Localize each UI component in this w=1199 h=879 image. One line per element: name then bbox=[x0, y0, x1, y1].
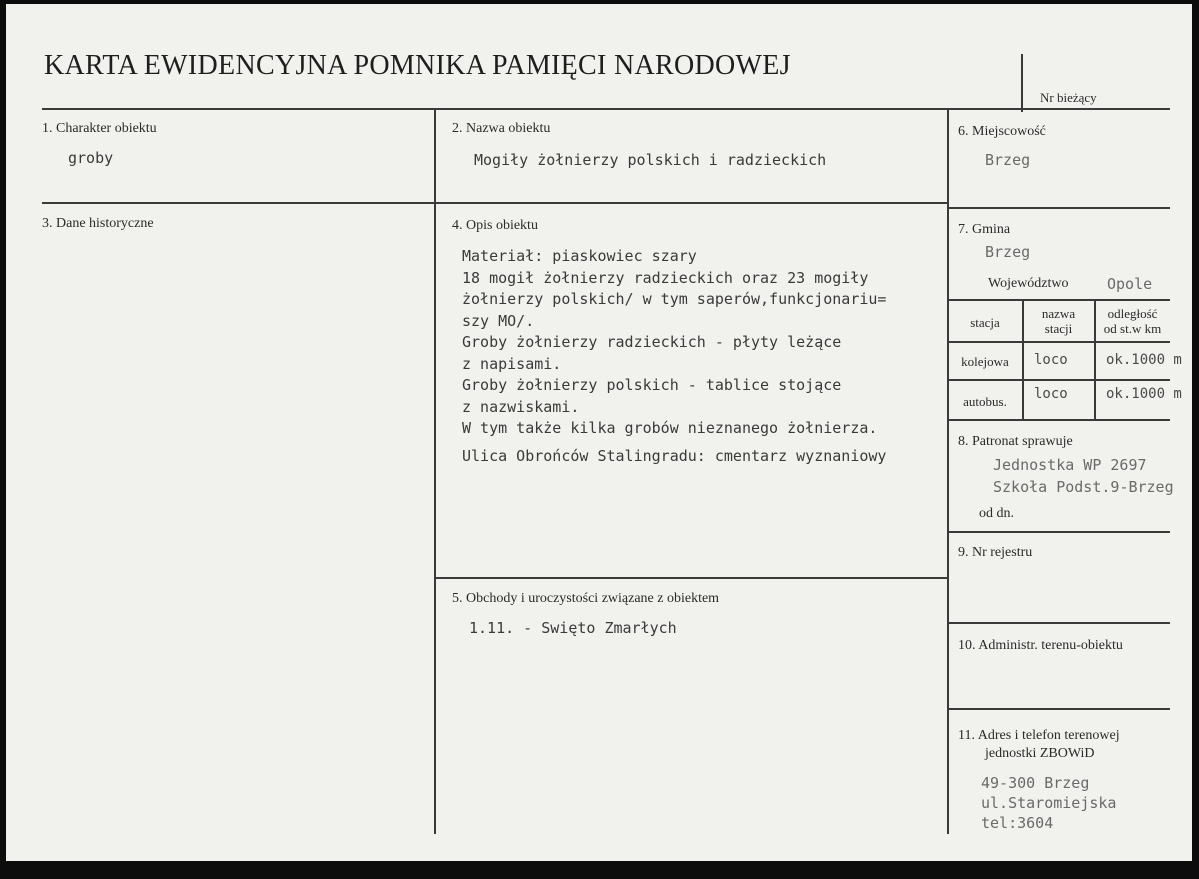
od-dnia-label: od dn. bbox=[979, 506, 1014, 521]
address-line-2: ul.Staromiejska bbox=[981, 794, 1117, 812]
patron-line-2: Szkoła Podst.9-Brzeg bbox=[993, 478, 1174, 496]
section-8-label: 8. Patronat sprawuje bbox=[958, 434, 1073, 449]
section-1-value: groby bbox=[68, 149, 114, 167]
opis-line: Groby żołnierzy polskich - tablice stojące bbox=[462, 376, 842, 394]
section-7-label: 7. Gmina bbox=[958, 222, 1011, 237]
rule-stations-row bbox=[948, 379, 1170, 381]
section-5-value: 1.11. - Swięto Zmarłych bbox=[469, 619, 677, 637]
rule-right-9 bbox=[948, 622, 1170, 624]
opis-line: W tym także kilka grobów nieznanego żołnierza. bbox=[462, 419, 878, 437]
opis-line: Materiał: piaskowiec szary bbox=[462, 247, 697, 265]
section-11-label-2: jednostki ZBOWiD bbox=[985, 746, 1095, 761]
row-rule-1 bbox=[42, 202, 948, 204]
column-divider-right bbox=[947, 108, 949, 834]
stations-header-stacja: stacja bbox=[970, 315, 1000, 330]
opis-line: Groby żołnierzy radzieckich - płyty leżące bbox=[462, 333, 842, 351]
section-6-value: Brzeg bbox=[985, 151, 1031, 169]
stations-header-stacji: stacji bbox=[1044, 321, 1073, 336]
section-9-label: 9. Nr rejestru bbox=[958, 545, 1033, 560]
nr-biezacy-label: Nr bieżący bbox=[1040, 90, 1097, 105]
station-name-kolejowa: loco bbox=[1034, 352, 1068, 368]
opis-line: Ulica Obrońców Stalingradu: cmentarz wyznaniowy bbox=[462, 446, 887, 465]
section-6-label: 6. Miejscowość bbox=[958, 124, 1046, 139]
rule-stations-top bbox=[948, 299, 1170, 301]
row-rule-opis bbox=[435, 577, 947, 579]
section-1-label: 1. Charakter obiektu bbox=[42, 121, 157, 136]
section-3-label: 3. Dane historyczne bbox=[42, 216, 154, 231]
stations-header-nazwa: nazwa bbox=[1041, 306, 1076, 321]
wojewodztwo-label: Województwo bbox=[988, 276, 1069, 291]
section-5-label: 5. Obchody i uroczystości związane z obiektem bbox=[452, 591, 720, 606]
opis-line: szy MO/. bbox=[462, 311, 535, 330]
column-divider-left bbox=[434, 108, 436, 834]
opis-line: żołnierzy polskich/ w tym saperów,funkcjonariu= bbox=[462, 290, 887, 308]
station-dist-kolejowa: ok.1000 m bbox=[1106, 352, 1182, 368]
rule-right-10 bbox=[948, 708, 1170, 710]
rule-right-8 bbox=[948, 531, 1170, 533]
stations-header-od-st: od st.w km bbox=[1103, 321, 1162, 336]
rule-stations-head bbox=[948, 341, 1170, 343]
section-11-label: 11. Adres i telefon terenowej bbox=[958, 728, 1120, 743]
card-title: KARTA EWIDENCYJNA POMNIKA PAMIĘCI NARODOWEJ bbox=[44, 50, 791, 81]
station-name-autobus: loco bbox=[1034, 386, 1068, 402]
header-rule bbox=[42, 108, 1170, 110]
header-divider bbox=[1021, 54, 1023, 112]
section-2-value: Mogiły żołnierzy polskich i radzieckich bbox=[474, 151, 827, 169]
rule-stations-bottom bbox=[948, 419, 1170, 421]
patron-line-1: Jednostka WP 2697 bbox=[993, 456, 1147, 474]
opis-line: 18 mogił żołnierzy radzieckich oraz 23 mogiły bbox=[462, 268, 869, 287]
wojewodztwo-value: Opole bbox=[1107, 275, 1153, 293]
section-7-value: Brzeg bbox=[985, 243, 1031, 261]
address-line-3: tel:3604 bbox=[981, 814, 1054, 832]
station-dist-autobus: ok.1000 m bbox=[1106, 386, 1182, 402]
section-2-label: 2. Nazwa obiektu bbox=[452, 121, 551, 136]
section-4-label: 4. Opis obiektu bbox=[452, 218, 538, 233]
section-10-label: 10. Administr. terenu-obiektu bbox=[958, 638, 1123, 653]
opis-line: z napisami. bbox=[462, 354, 562, 373]
stations-header-odleglosc: odległość bbox=[1107, 306, 1158, 321]
opis-line: z nazwiskami. bbox=[462, 397, 580, 416]
section-4-description bbox=[462, 246, 886, 467]
rule-right-1 bbox=[948, 207, 1170, 209]
station-type-autobus: autobus. bbox=[963, 394, 1007, 409]
registration-card bbox=[6, 4, 1192, 861]
address-line-1: 49-300 Brzeg bbox=[981, 774, 1090, 792]
station-type-kolejowa: kolejowa bbox=[961, 354, 1009, 369]
